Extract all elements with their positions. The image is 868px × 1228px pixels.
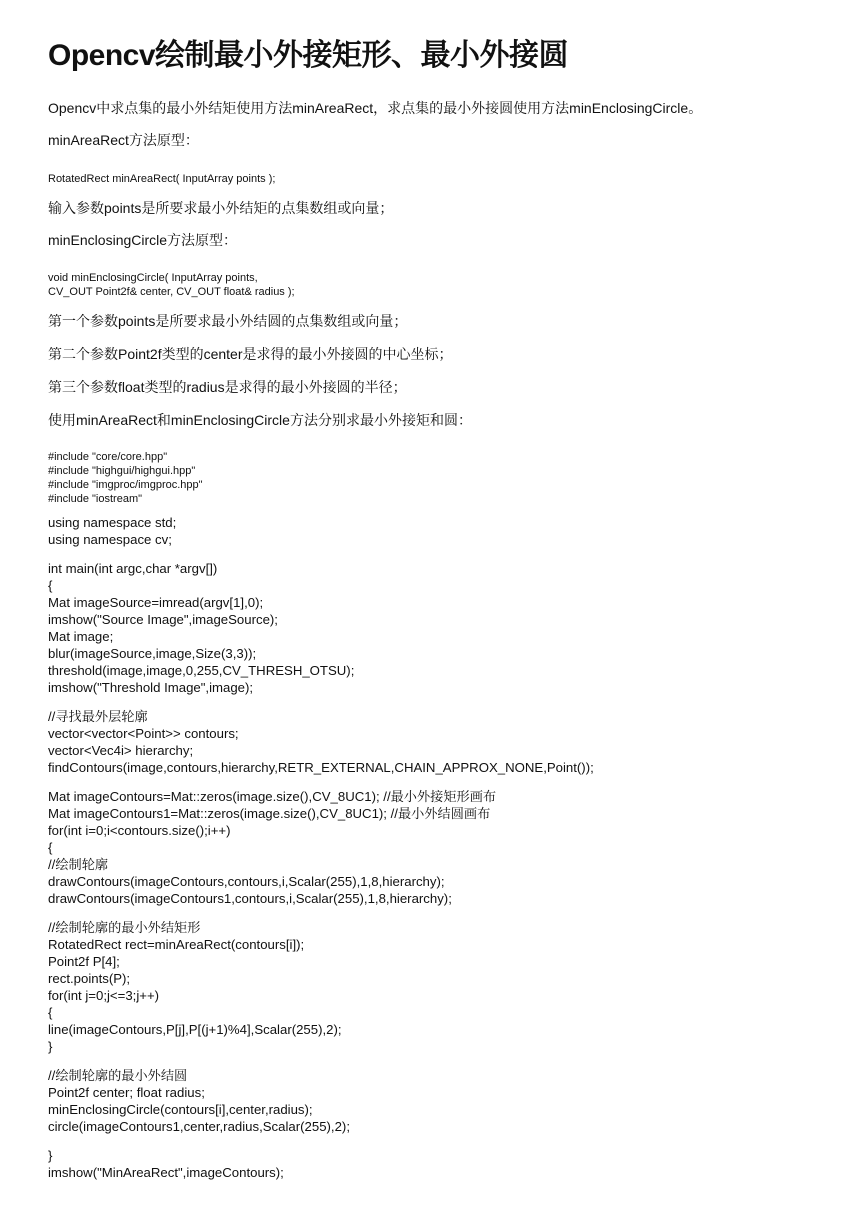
code-line: //绘制轮廓的最小外结圆	[48, 1068, 188, 1083]
code-line: CV_OUT Point2f& center, CV_OUT float& radius );	[48, 286, 295, 298]
code-line: vector<Vec4i> hierarchy;	[48, 743, 194, 758]
code-line: circle(imageContours1,center,radius,Scalar(255),2);	[48, 1119, 350, 1134]
param-3-description: 第三个参数float类型的radius是求得的最小外接圆的半径；	[48, 379, 407, 395]
code-line: Mat image;	[48, 629, 114, 644]
code-line: #include "core/core.hpp"	[48, 451, 168, 463]
code-line: drawContours(imageContours1,contours,i,Scalar(255),1,8,hierarchy);	[48, 891, 452, 906]
code-block	[48, 1067, 848, 1135]
code-line: void minEnclosingCircle( InputArray points,	[48, 272, 258, 284]
code-line: minEnclosingCircle(contours[i],center,radius);	[48, 1102, 313, 1117]
code-line: int main(int argc,char *argv[])	[48, 561, 218, 576]
param-2-description: 第二个参数Point2f类型的center是求得的最小外接圆的中心坐标；	[48, 346, 453, 362]
code-line: #include "iostream"	[48, 493, 143, 505]
code-line: blur(imageSource,image,Size(3,3));	[48, 646, 257, 661]
code-line: imshow("MinAreaRect",imageContours);	[48, 1165, 284, 1180]
code-line: findContours(image,contours,hierarchy,RETR_EXTERNAL,CHAIN_APPROX_NONE,Point());	[48, 760, 594, 775]
code-line: rect.points(P);	[48, 971, 131, 986]
code-line: threshold(image,image,0,255,CV_THRESH_OTSU);	[48, 663, 355, 678]
code-line: {	[48, 578, 53, 593]
code-line: //寻找最外层轮廓	[48, 709, 148, 724]
minenclosingcircle-prototype-heading: minEnclosingCircle方法原型：	[48, 232, 238, 248]
minarearect-prototype-heading: minAreaRect方法原型：	[48, 132, 199, 148]
include-block	[48, 450, 848, 506]
code-line: vector<vector<Point>> contours;	[48, 726, 239, 741]
code-line: Mat imageContours1=Mat::zeros(image.size(),CV_8UC1); //最小外结圆画布	[48, 806, 491, 821]
code-line: //绘制轮廓的最小外结矩形	[48, 920, 201, 935]
code-line: for(int i=0;i<contours.size();i++)	[48, 823, 231, 838]
code-line: {	[48, 1005, 53, 1020]
code-line: Point2f P[4];	[48, 954, 120, 969]
code-line: {	[48, 840, 53, 855]
param-1-description: 第一个参数points是所要求最小外结圆的点集数组或向量；	[48, 313, 408, 329]
code-line: Point2f center; float radius;	[48, 1085, 205, 1100]
code-block	[48, 1147, 848, 1181]
code-line: RotatedRect rect=minAreaRect(contours[i]);	[48, 937, 305, 952]
code-block	[48, 708, 848, 776]
code-line: #include "imgproc/imgproc.hpp"	[48, 479, 203, 491]
code-line: Mat imageSource=imread(argv[1],0);	[48, 595, 264, 610]
code-block	[48, 560, 848, 696]
code-line: }	[48, 1148, 53, 1163]
minarearect-param-description: 输入参数points是所要求最小外结矩的点集数组或向量；	[48, 200, 394, 216]
code-line: Mat imageContours=Mat::zeros(image.size(),CV_8UC1); //最小外接矩形画布	[48, 789, 497, 804]
code-line: imshow("Source Image",imageSource);	[48, 612, 278, 627]
usage-description: 使用minAreaRect和minEnclosingCircle方法分别求最小外接矩和圆：	[48, 412, 472, 428]
intro-paragraph: Opencv中求点集的最小外结矩使用方法minAreaRect，求点集的最小外接圆使用方法minEnclosingCircle。	[48, 100, 703, 116]
code-line: for(int j=0;j<=3;j++)	[48, 988, 160, 1003]
code-line: using namespace std;	[48, 515, 177, 530]
code-line: //绘制轮廓	[48, 857, 109, 872]
code-line: line(imageContours,P[j],P[(j+1)%4],Scalar(255),2);	[48, 1022, 342, 1037]
code-line: imshow("Threshold Image",image);	[48, 680, 254, 695]
code-line: #include "highgui/highgui.hpp"	[48, 465, 196, 477]
code-block	[48, 514, 848, 548]
code-line: }	[48, 1039, 53, 1054]
code-line: drawContours(imageContours,contours,i,Scalar(255),1,8,hierarchy);	[48, 874, 445, 889]
minenclosingcircle-prototype-code	[48, 271, 848, 299]
minarearect-prototype-code: RotatedRect minAreaRect( InputArray points );	[48, 173, 276, 185]
page-title: Opencv绘制最小外接矩形、最小外接圆	[48, 39, 569, 72]
code-block	[48, 788, 848, 907]
document-page	[48, 34, 848, 1181]
code-block	[48, 919, 848, 1055]
code-line: using namespace cv;	[48, 532, 172, 547]
